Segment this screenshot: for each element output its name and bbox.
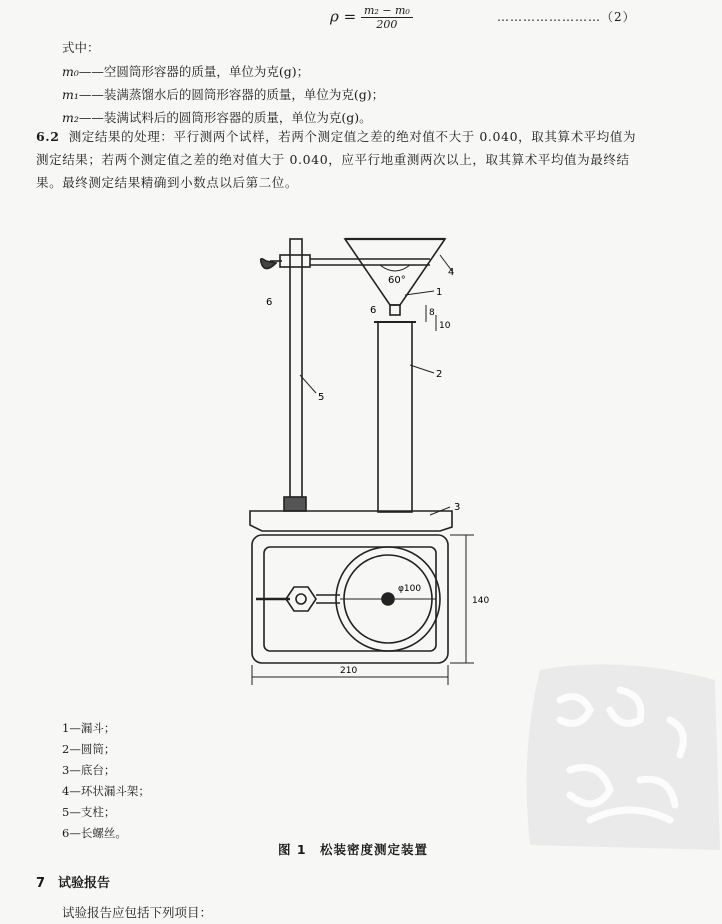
funnel-spout: [390, 305, 400, 315]
section-text: 测定结果的处理：平行测两个试样，若两个测定值之差的绝对值不大于 0.040，取其算术平均值为: [68, 129, 637, 144]
section-7-heading: 7 试验报告: [36, 876, 111, 891]
leader-2: [410, 365, 434, 373]
label-n1: 1: [436, 287, 443, 298]
section-6-2-line-1: [36, 126, 686, 148]
legend-item: 2—圆筒；: [62, 742, 116, 756]
formula-fraction: [361, 4, 413, 31]
definition-m2: [62, 108, 372, 126]
symbol: m₂: [62, 110, 79, 125]
definition-m1: [62, 85, 384, 103]
watermark-seal-image: [520, 660, 720, 850]
label-phi: φ100: [398, 584, 422, 594]
definition-m0: [62, 62, 309, 80]
legend-item: 3—底台；: [62, 763, 116, 777]
section-6-2-line-2: 测定结果；若两个测定值之差的绝对值大于 0.040，应平行地重测两次以上，取其算术平均值为最终结: [36, 152, 630, 167]
label-n6a: 6: [266, 297, 273, 308]
formula-denominator: 200: [376, 18, 398, 31]
density-formula: [330, 4, 413, 31]
definition-text: ——装满蒸馏水后的圆筒形容器的质量，单位为克(g)；: [78, 87, 385, 102]
column-base-clamp: [284, 497, 306, 511]
label-dim-10: 10: [439, 321, 451, 331]
equation-number: ……………………（2）: [497, 10, 636, 24]
section-6-2-line-3: 果。最终测定结果精确到小数点以后第二位。: [36, 175, 299, 190]
formula-numerator: m₂ − m₀: [361, 4, 413, 18]
label-dim-210: 210: [340, 666, 358, 676]
label-n6b: 6: [370, 305, 377, 316]
figure-legend: [62, 718, 150, 844]
legend-item: 5—支柱；: [62, 805, 116, 819]
label-n4: 4: [448, 267, 455, 278]
apparatus-figure: [230, 225, 490, 695]
support-column: [290, 239, 302, 507]
base-platform: [250, 511, 452, 531]
cylinder: [378, 322, 412, 512]
legend-item: 1—漏斗；: [62, 721, 116, 735]
definition-text: ——装满试料后的圆筒形容器的质量，单位为克(g)。: [78, 110, 372, 125]
legend-item: 6—长螺丝。: [62, 826, 127, 840]
definition-text: ——空圆筒形容器的质量，单位为克(g)；: [78, 64, 310, 79]
symbol: m₀: [62, 64, 79, 79]
section-number: 6.2: [36, 129, 60, 144]
clamp-block: [280, 255, 310, 267]
plan-clamp-hole: [296, 594, 306, 604]
angle-arc: [380, 265, 410, 271]
funnel: [345, 239, 445, 305]
label-dim-8: 8: [429, 308, 435, 318]
legend-item: 4—环状漏斗架；: [62, 784, 150, 798]
figure-caption: 图 1 松装密度测定装置: [278, 842, 429, 857]
section-7-text: 试验报告应包括下列项目：: [62, 905, 213, 920]
label-dim-140: 140: [472, 596, 490, 606]
symbol: m₁: [62, 87, 79, 102]
label-n3: 3: [454, 502, 461, 513]
label-n2: 2: [436, 369, 443, 380]
where-label: 式中：: [62, 40, 100, 55]
label-n5: 5: [318, 392, 325, 403]
plan-clamp-nut: [286, 587, 316, 611]
label-angle: 60°: [388, 275, 406, 286]
formula-lhs: ρ =: [330, 7, 357, 26]
